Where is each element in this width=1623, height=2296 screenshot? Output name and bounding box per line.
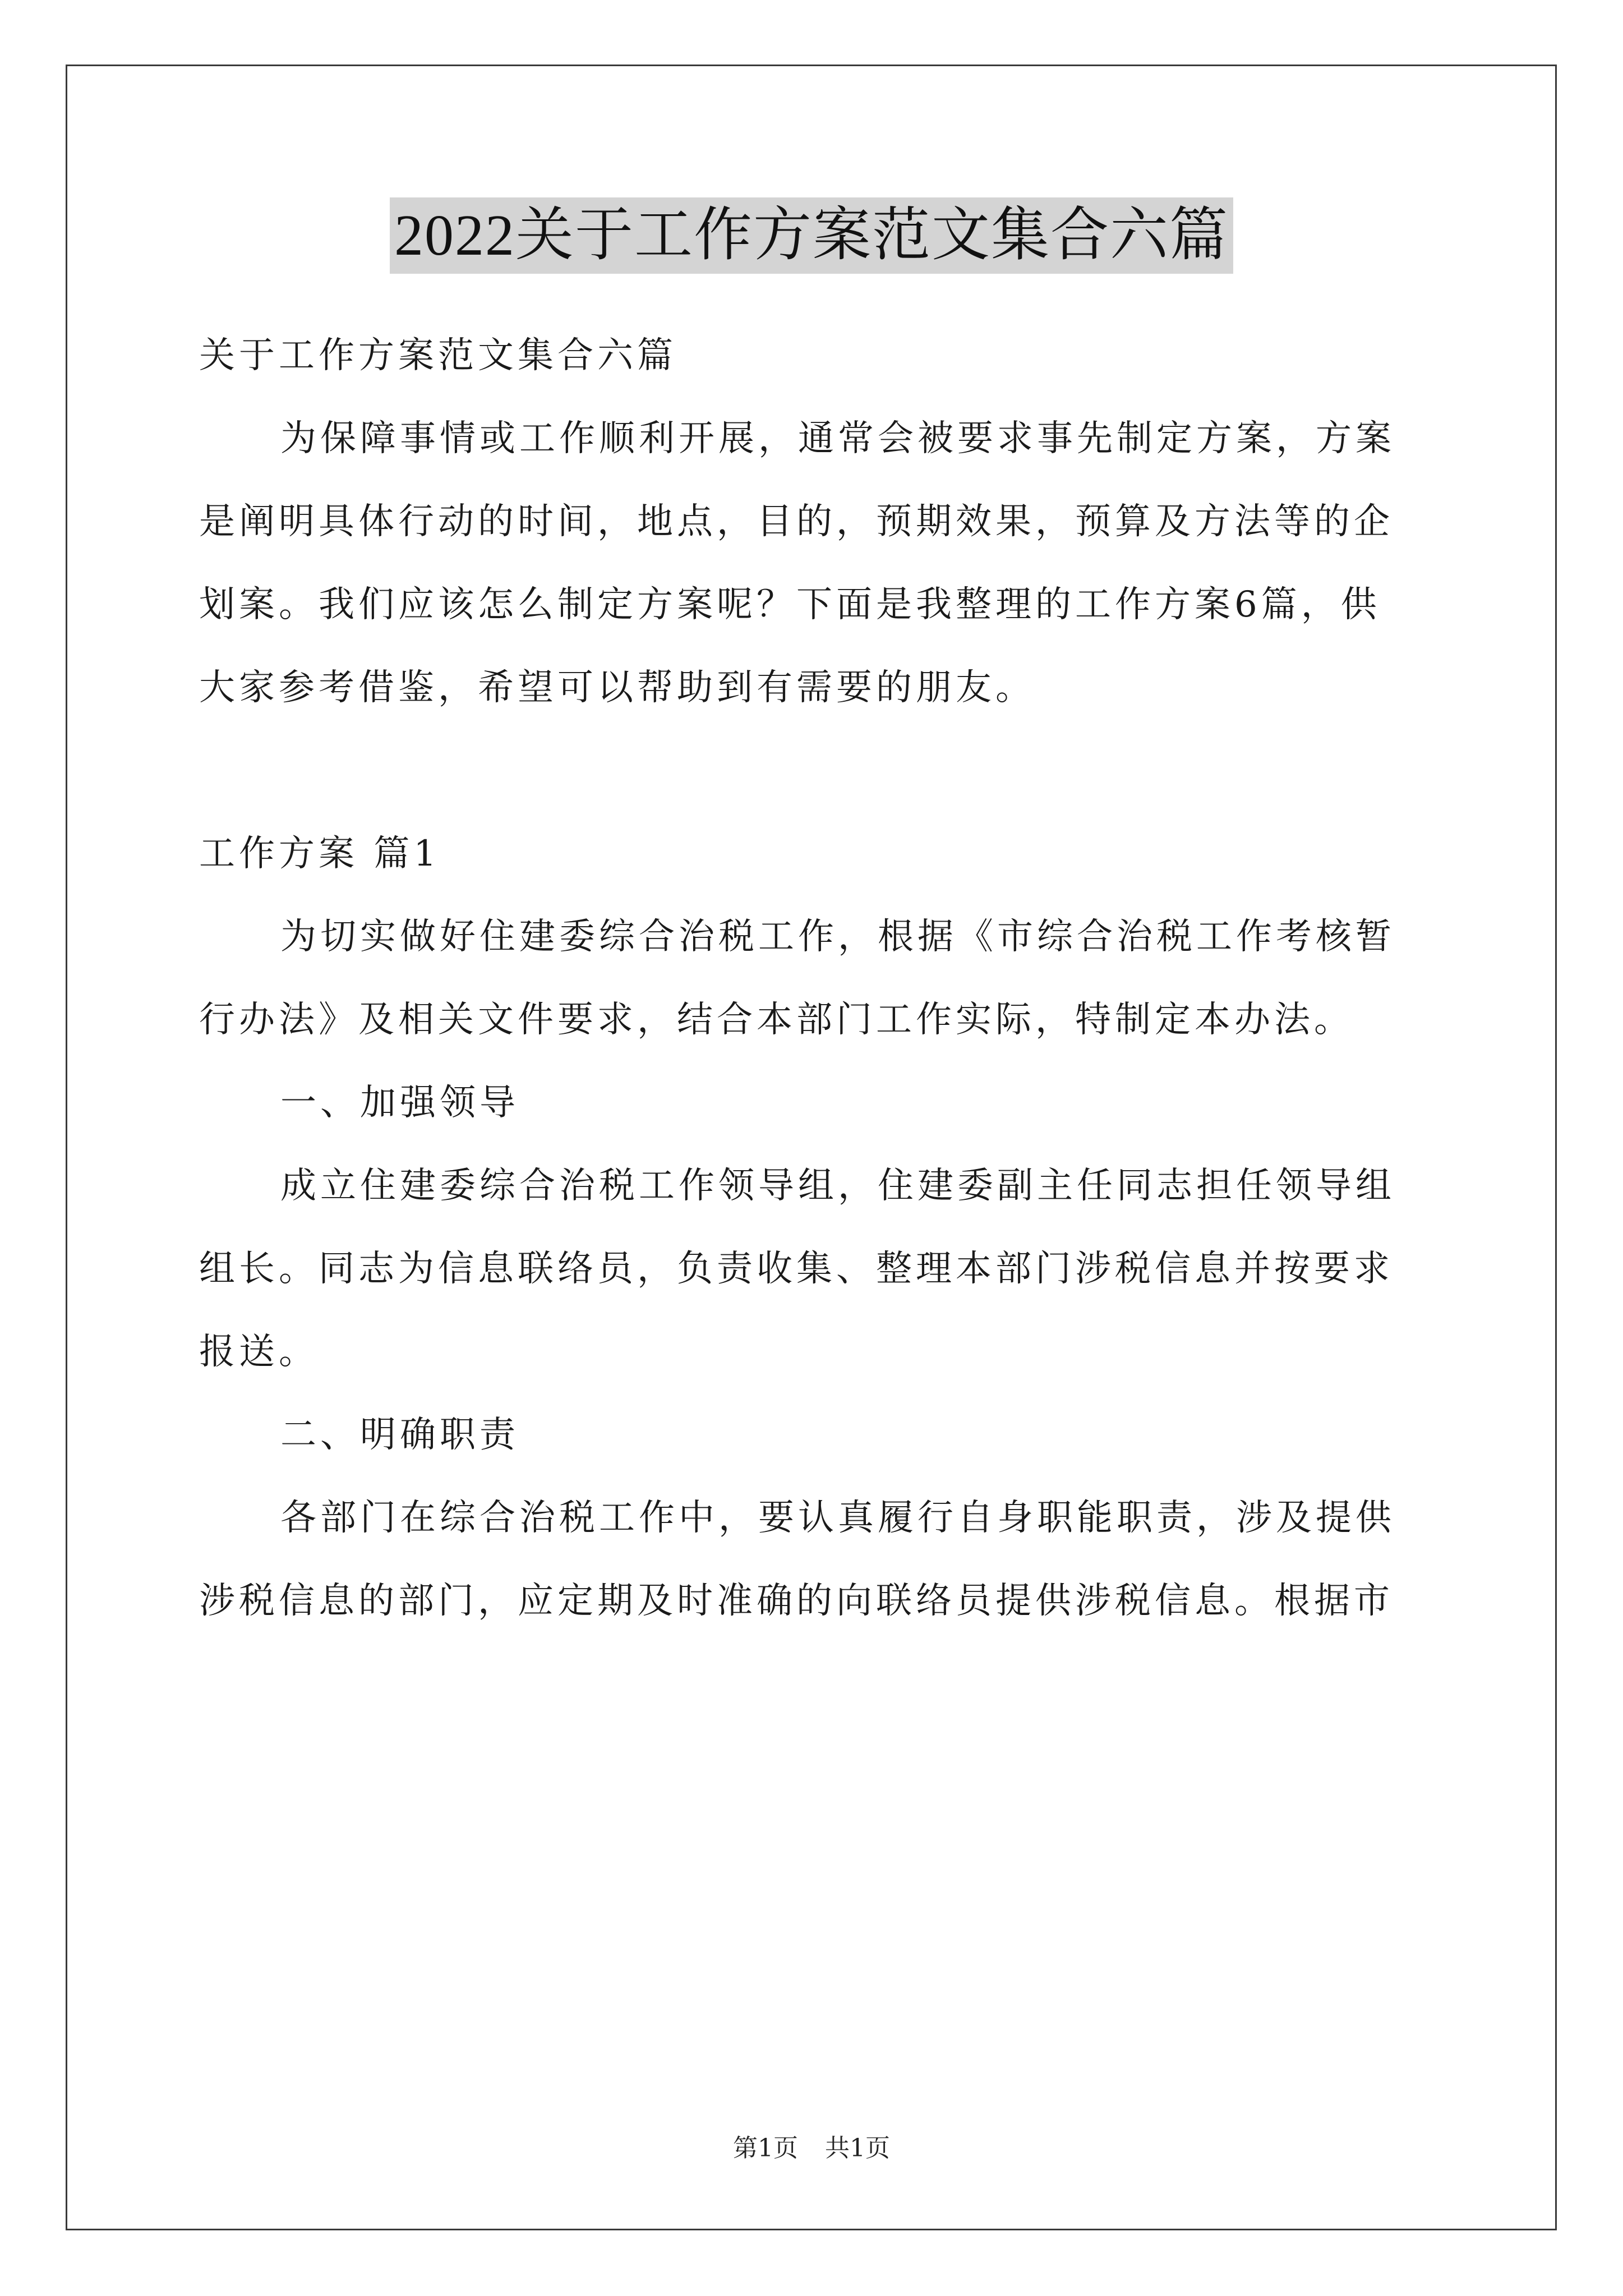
paragraph-line: 行办法》及相关文件要求，结合本部门工作实际，特制定本办法。	[199, 999, 1354, 1041]
document-title: 2022关于工作方案范文集合六篇	[390, 197, 1233, 274]
subsection-heading: 一、加强领导	[280, 1082, 519, 1124]
subsection-heading: 二、明确职责	[280, 1414, 519, 1456]
paragraph-line: 为切实做好住建委综合治税工作，根据《市综合治税工作考核暂	[280, 916, 1395, 958]
title-container	[0, 197, 1623, 274]
subtitle-line: 关于工作方案范文集合六篇	[199, 335, 677, 376]
paragraph-line: 为保障事情或工作顺利开展，通常会被要求事先制定方案，方案	[280, 418, 1395, 459]
paragraph-line: 涉税信息的部门，应定期及时准确的向联络员提供涉税信息。根据市	[199, 1580, 1394, 1622]
paragraph-line: 各部门在综合治税工作中，要认真履行自身职能职责，涉及提供	[280, 1497, 1395, 1539]
paragraph-line: 大家参考借鉴，希望可以帮助到有需要的朋友。	[199, 667, 1035, 708]
paragraph-line: 划案。我们应该怎么制定方案呢？下面是我整理的工作方案6篇，供	[199, 584, 1381, 625]
paragraph-line: 组长。同志为信息联络员，负责收集、整理本部门涉税信息并按要求	[199, 1248, 1394, 1290]
page-footer	[0, 2132, 1623, 2165]
page-number: 第1页	[733, 2134, 798, 2162]
paragraph-line: 报送。	[199, 1331, 319, 1373]
page-total: 共1页	[825, 2134, 890, 2162]
document-body	[199, 314, 1433, 1642]
paragraph-line: 是阐明具体行动的时间，地点，目的，预期效果，预算及方法等的企	[199, 501, 1394, 542]
section-heading: 工作方案 篇1	[199, 833, 441, 875]
blank-spacer	[199, 729, 1433, 812]
paragraph-line: 成立住建委综合治税工作领导组，住建委副主任同志担任领导组	[280, 1165, 1395, 1207]
